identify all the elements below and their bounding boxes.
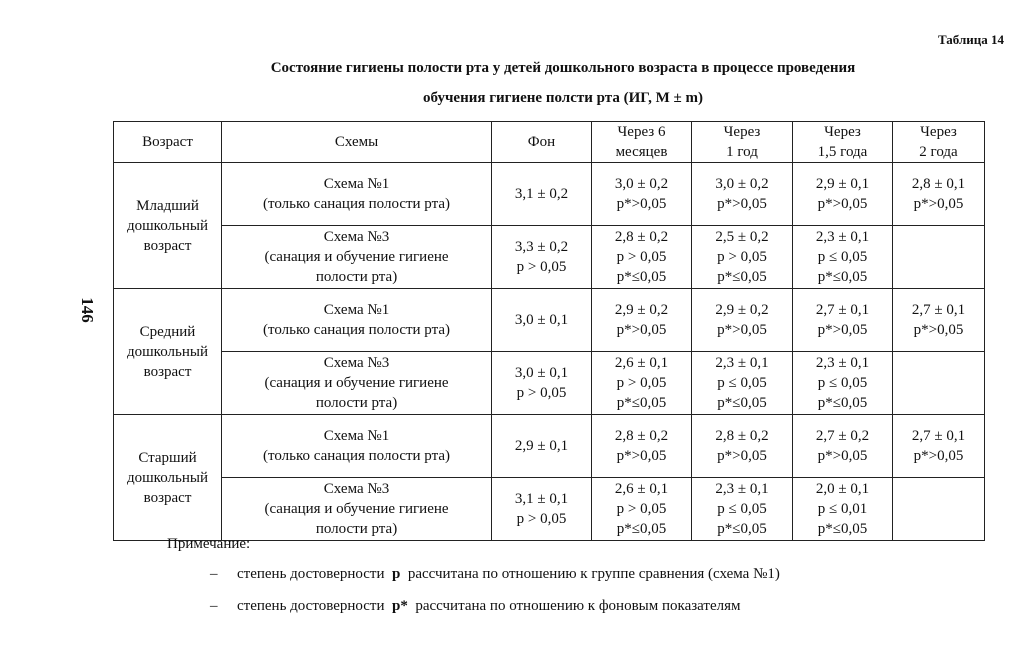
table-title-line1: Состояние гигиены полости рта у детей дошкольного возраста в процессе проведения: [270, 60, 856, 76]
value-6-months-cell: 2,6 ± 0,1 p > 0,05 p*≤0,05: [592, 478, 692, 541]
value-1-5-years-cell: 2,7 ± 0,1 p*>0,05: [793, 289, 893, 352]
scheme-cell: Схема №1 (только санация полости рта): [222, 415, 492, 478]
header-6-months: Через 6 месяцев: [592, 122, 692, 163]
header-row: [114, 122, 985, 163]
value-1-year-cell: 2,9 ± 0,2 p*>0,05: [692, 289, 793, 352]
fon-cell: 3,0 ± 0,1: [492, 289, 592, 352]
value-2-years-cell: [893, 352, 985, 415]
table-row: [114, 163, 985, 226]
value-2-years-cell: 2,7 ± 0,1 p*>0,05: [893, 289, 985, 352]
table-row: [114, 226, 985, 289]
value-1-5-years-cell: 2,7 ± 0,2 p*>0,05: [793, 415, 893, 478]
value-1-5-years-cell: 2,9 ± 0,1 p*>0,05: [793, 163, 893, 226]
scheme-cell: Схема №1 (только санация полости рта): [222, 289, 492, 352]
fon-cell: 3,1 ± 0,2: [492, 163, 592, 226]
value-1-5-years-cell: 2,0 ± 0,1 p ≤ 0,01 p*≤0,05: [793, 478, 893, 541]
note-dash: –: [210, 566, 218, 582]
table-row: [114, 415, 985, 478]
scheme-cell: Схема №1 (только санация полости рта): [222, 163, 492, 226]
value-1-year-cell: 2,8 ± 0,2 p*>0,05: [692, 415, 793, 478]
header-fon: Фон: [492, 122, 592, 163]
value-1-year-cell: 2,3 ± 0,1 p ≤ 0,05 p*≤0,05: [692, 352, 793, 415]
value-2-years-cell: [893, 226, 985, 289]
note-dash: –: [210, 598, 218, 614]
table-title-line2: обучения гигиене полсти рта (ИГ, M ± m): [423, 90, 703, 106]
header-2-years: Через 2 года: [893, 122, 985, 163]
age-group-cell: Младший дошкольный возраст: [114, 163, 222, 289]
table-number-label: Таблица 14: [937, 32, 1004, 47]
header-1-5-years: Через 1,5 года: [793, 122, 893, 163]
value-1-year-cell: 2,3 ± 0,1 p ≤ 0,05 p*≤0,05: [692, 478, 793, 541]
header-age: Возраст: [114, 122, 222, 163]
header-1-year: Через 1 год: [692, 122, 793, 163]
fon-cell: 3,3 ± 0,2 p > 0,05: [492, 226, 592, 289]
value-6-months-cell: 2,6 ± 0,1 p > 0,05 p*≤0,05: [592, 352, 692, 415]
value-6-months-cell: 2,8 ± 0,2 p > 0,05 p*≤0,05: [592, 226, 692, 289]
value-6-months-cell: 3,0 ± 0,2 p*>0,05: [592, 163, 692, 226]
scheme-cell: Схема №3 (санация и обучение гигиене полости рта): [222, 478, 492, 541]
table-row: [114, 289, 985, 352]
fon-cell: 3,0 ± 0,1 p > 0,05: [492, 352, 592, 415]
value-6-months-cell: 2,9 ± 0,2 p*>0,05: [592, 289, 692, 352]
fon-cell: 2,9 ± 0,1: [492, 415, 592, 478]
value-1-5-years-cell: 2,3 ± 0,1 p ≤ 0,05 p*≤0,05: [793, 226, 893, 289]
header-scheme: Схемы: [222, 122, 492, 163]
page-number: 146: [77, 297, 97, 323]
value-1-year-cell: 2,5 ± 0,2 p > 0,05 p*≤0,05: [692, 226, 793, 289]
value-1-year-cell: 3,0 ± 0,2 p*>0,05: [692, 163, 793, 226]
note-item-p: – степень достоверности p рассчитана по отношению к группе сравнения (схема №1): [210, 566, 780, 582]
age-group-cell: Старший дошкольный возраст: [114, 415, 222, 541]
value-2-years-cell: [893, 478, 985, 541]
scheme-cell: Схема №3 (санация и обучение гигиене полости рта): [222, 226, 492, 289]
value-2-years-cell: 2,7 ± 0,1 p*>0,05: [893, 415, 985, 478]
value-1-5-years-cell: 2,3 ± 0,1 p ≤ 0,05 p*≤0,05: [793, 352, 893, 415]
fon-cell: 3,1 ± 0,1 p > 0,05: [492, 478, 592, 541]
hygiene-table: [113, 121, 985, 541]
table-row: [114, 478, 985, 541]
value-6-months-cell: 2,8 ± 0,2 p*>0,05: [592, 415, 692, 478]
value-2-years-cell: 2,8 ± 0,1 p*>0,05: [893, 163, 985, 226]
scheme-cell: Схема №3 (санация и обучение гигиене полости рта): [222, 352, 492, 415]
note-label: Примечание:: [167, 536, 251, 552]
age-group-cell: Средний дошкольный возраст: [114, 289, 222, 415]
note-item-p-star: – степень достоверности p* рассчитана по отношению к фоновым показателям: [210, 598, 741, 614]
table-row: [114, 352, 985, 415]
